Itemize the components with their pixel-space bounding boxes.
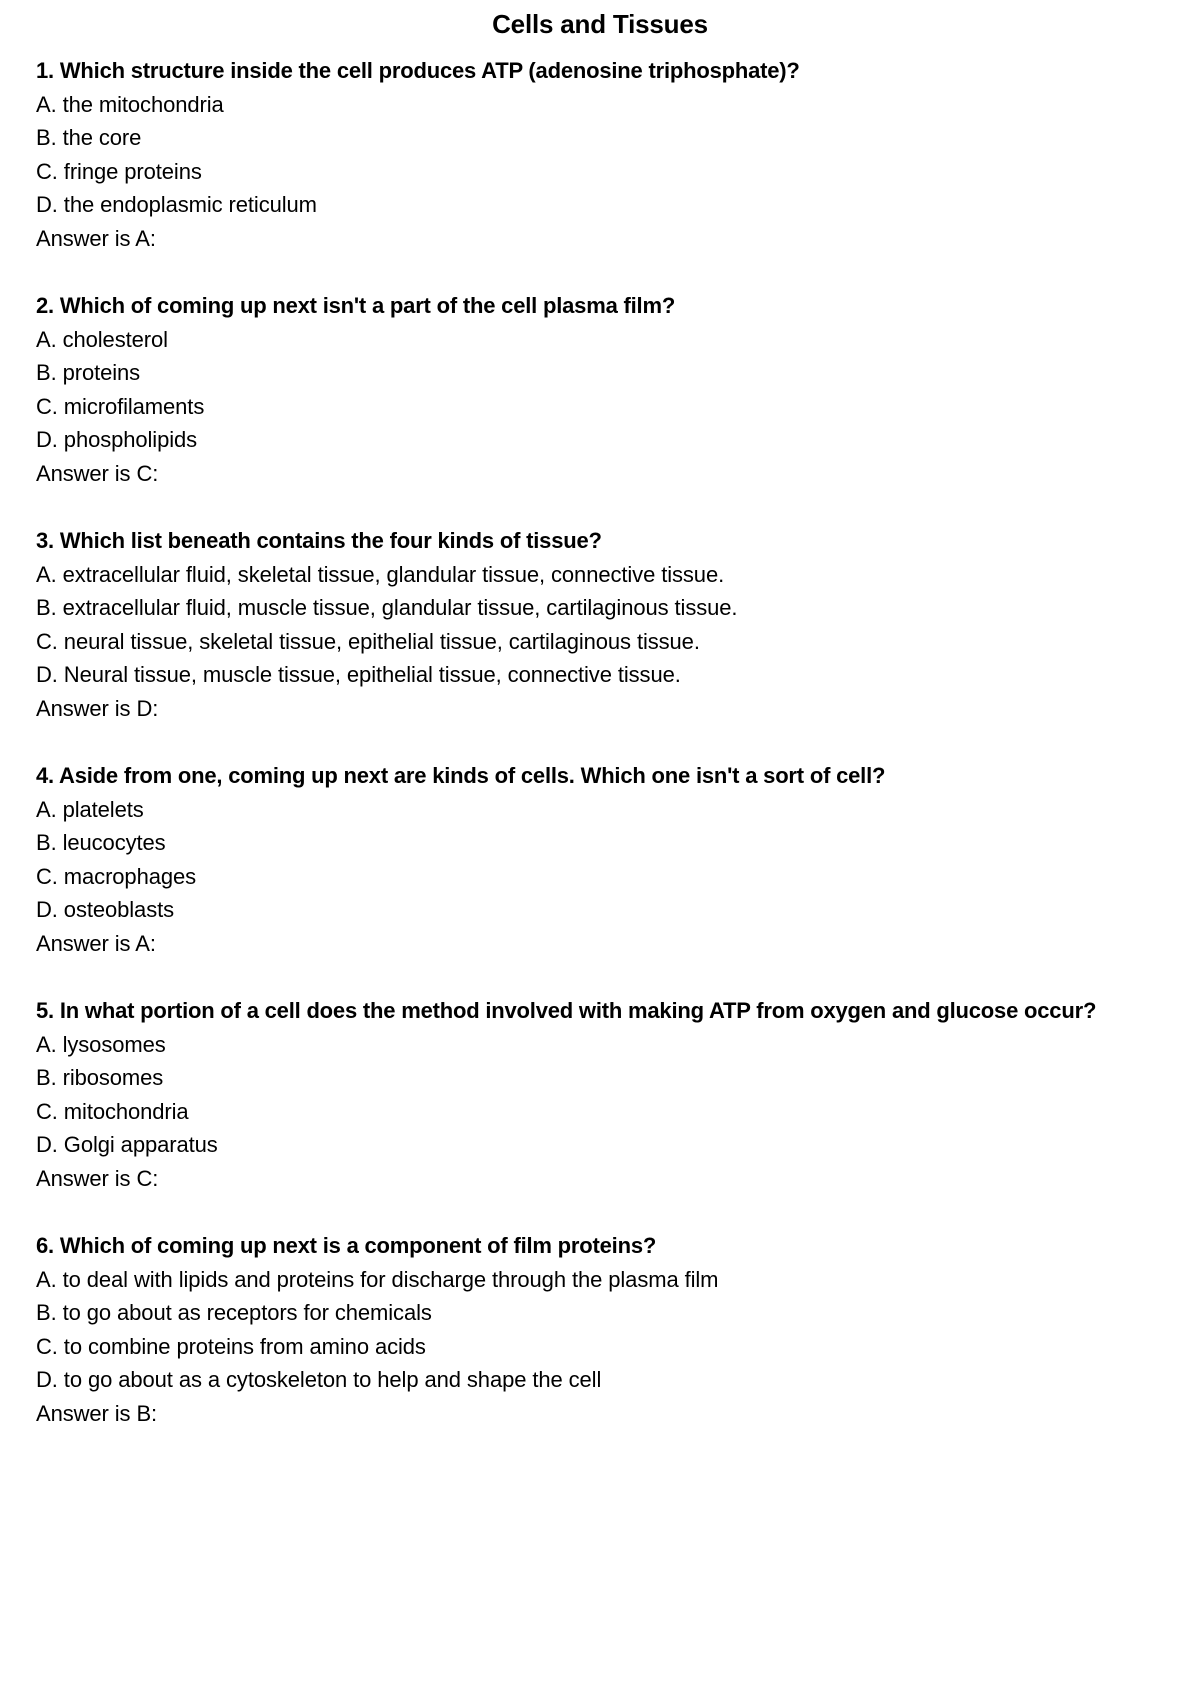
answer-option: D. osteoblasts (36, 897, 175, 922)
answer-option: A. to deal with lipids and proteins for discharge through the plasma film (36, 1266, 719, 1292)
answer-option: A. cholesterol (36, 326, 168, 352)
page-title: Cells and Tissues (492, 9, 708, 39)
question-block (36, 1229, 1160, 1430)
answer-option: A. platelets (36, 796, 144, 822)
answer-option: A. lysosomes (36, 1031, 166, 1057)
answer-option: B. ribosomes (36, 1065, 164, 1090)
question-text: 3. Which list beneath contains the four kinds of tissue? (36, 528, 602, 553)
question-block (36, 54, 1160, 255)
answer-option: D. to go about as a cytoskeleton to help and shape the cell (36, 1367, 602, 1392)
question-block (36, 759, 1160, 960)
answer-key: Answer is C: (36, 1165, 159, 1191)
answer-key: Answer is C: (36, 460, 159, 486)
answer-key: Answer is B: (36, 1400, 158, 1426)
answer-option: A. the mitochondria (36, 91, 224, 117)
answer-option: C. fringe proteins (36, 158, 202, 184)
answer-option: A. extracellular fluid, skeletal tissue, glandular tissue, connective tissue. (36, 561, 725, 587)
answer-key: Answer is A: (36, 930, 156, 956)
answer-option: B. leucocytes (36, 830, 166, 855)
question-block (36, 289, 1160, 490)
question-text: 2. Which of coming up next isn't a part of the cell plasma film? (36, 293, 676, 318)
answer-option: C. mitochondria (36, 1098, 189, 1124)
answer-option: C. neural tissue, skeletal tissue, epithelial tissue, cartilaginous tissue. (36, 628, 700, 654)
question-text: 5. In what portion of a cell does the method involved with making ATP from oxygen and glucose occur? (36, 998, 1097, 1023)
answer-option: B. proteins (36, 360, 141, 385)
question-list (36, 54, 1160, 1464)
answer-option: B. to go about as receptors for chemicals (36, 1300, 432, 1325)
answer-option: C. microfilaments (36, 393, 205, 419)
answer-option: C. macrophages (36, 863, 197, 889)
question-text: 1. Which structure inside the cell produces ATP (adenosine triphosphate)? (36, 58, 800, 83)
answer-key: Answer is D: (36, 695, 159, 721)
answer-option: D. Neural tissue, muscle tissue, epithelial tissue, connective tissue. (36, 662, 681, 687)
answer-option: B. the core (36, 125, 142, 150)
answer-option: B. extracellular fluid, muscle tissue, glandular tissue, cartilaginous tissue. (36, 595, 738, 620)
answer-option: D. the endoplasmic reticulum (36, 192, 317, 217)
question-block (36, 524, 1160, 725)
answer-option: D. Golgi apparatus (36, 1132, 218, 1157)
question-text: 4. Aside from one, coming up next are kinds of cells. Which one isn't a sort of cell? (36, 763, 886, 788)
answer-key: Answer is A: (36, 225, 156, 251)
question-text: 6. Which of coming up next is a component of film proteins? (36, 1233, 657, 1258)
question-block (36, 994, 1160, 1195)
answer-option: C. to combine proteins from amino acids (36, 1333, 426, 1359)
answer-option: D. phospholipids (36, 427, 198, 452)
